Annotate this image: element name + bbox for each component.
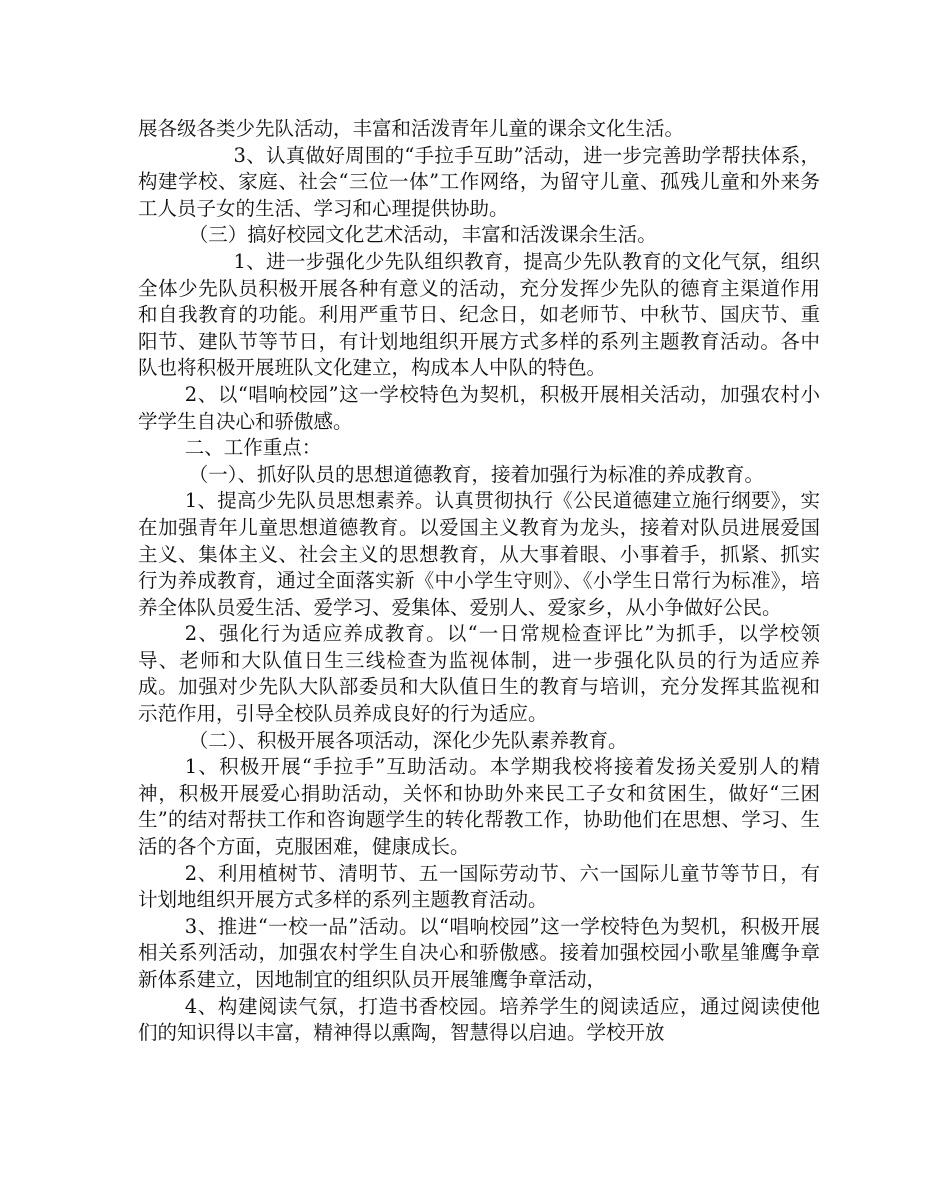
paragraph-item-1: 1、进一步强化少先队组织教育，提高少先队教育的文化气氛，组织全体少先队员积极开展各种有意义的活动，充分发挥少先队的德育主渠道作用和自我教育的功能。利用严重节日、纪念日，如老师节、中秋节、国庆节、重阳节、建队节等节日，有计划地组织开展方式多样的系列主题教育活动。各中队也将积极开展班队文化建立，构成本人中队的特色。: [138, 249, 820, 380]
document-page: [138, 116, 820, 1047]
paragraph-item-3c: 3、推进“一校一品”活动。以“唱响校园”这一学校特色为契机，积极开展相关系列活动，加强农村学生自决心和骄傲感。接着加强校园小歌星雏鹰争章新体系建立，因地制宜的组织队员开展雏鹰争章活动，: [138, 914, 820, 991]
paragraph-item-2b: 2、强化行为适应养成教育。以“一日常规检查评比”为抓手，以学校领导、老师和大队值日生三线检查为监视体制，进一步强化队员的行为适应养成。加强对少先队大队部委员和大队值日生的教育与培训，充分发挥其监视和示范作用，引导全校队员养成良好的行为适应。: [138, 622, 820, 726]
paragraph-item-2c: 2、利用植树节、清明节、五一国际劳动节、六一国际儿童节等节日，有计划地组织开展方式多样的系列主题教育活动。: [138, 861, 820, 912]
paragraph-continuation: 展各级各类少先队活动，丰富和活泼青年儿童的课余文化生活。: [138, 117, 685, 140]
paragraph-item-1c: 1、积极开展“手拉手”互助活动。本学期我校将接着发扬关爱别人的精神，积极开展爱心捐助活动，关怀和协助外来民工子女和贫困生，做好“三困生”的结对帮扶工作和咨询题学生的转化帮教工作，协助他们在思想、学习、生活的各个方面，克服困难，健康成长。: [138, 755, 820, 859]
paragraph-item-2: 2、以“唱响校园”这一学校特色为契机，积极开展相关活动，加强农村小学学生自决心和骄傲感。: [138, 382, 820, 433]
section-heading-3: （三）搞好校园文化艺术活动，丰富和活泼课余生活。: [188, 223, 657, 247]
section-heading-work-focus: 二、工作重点：: [184, 436, 322, 460]
section-heading-2: （二）、积极开展各项活动，深化少先队素养教育。: [188, 728, 628, 752]
paragraph-item-4c: 4、构建阅读气氛，打造书香校园。培养学生的阅读适应，通过阅读使他们的知识得以丰富，精神得以熏陶，智慧得以启迪。学校开放: [138, 994, 820, 1045]
paragraph-item-3: 3、认真做好周围的“手拉手互助”活动，进一步完善助学帮扶体系，构建学校、家庭、社会“三位一体”工作网络，为留守儿童、孤残儿童和外来务工人员子女的生活、学习和心理提供协助。: [138, 143, 820, 220]
paragraph-item-1b: 1、提高少先队员思想素养。认真贯彻执行《公民道德建立施行纲要》，实在加强青年儿童思想道德教育。以爱国主义教育为龙头，接着对队员进展爱国主义、集体主义、社会主义的思想教育，从大事着眼、小事着手，抓紧、抓实行为养成教育，通过全面落实新《中小学生守则》、《小学生日常行为标准》，培养全体队员爱生活、爱学习、爱集体、爱别人、爱家乡，从小争做好公民。: [138, 489, 820, 619]
section-heading-1: （一）、抓好队员的思想道德教育，接着加强行为标准的养成教育。: [188, 462, 764, 486]
